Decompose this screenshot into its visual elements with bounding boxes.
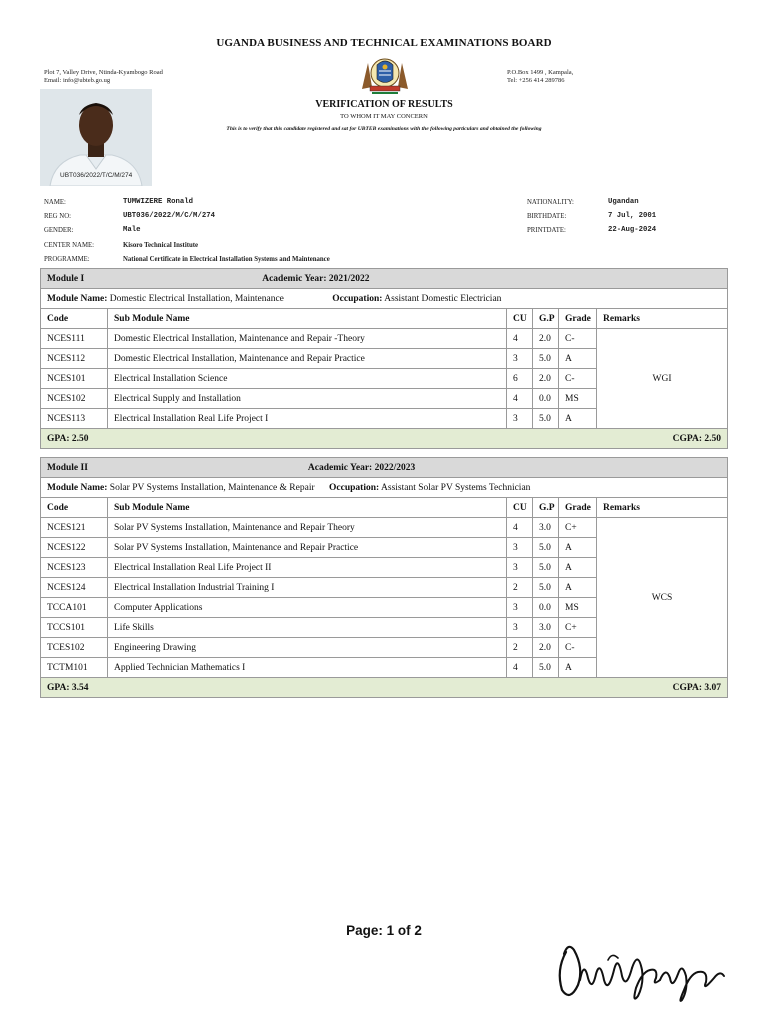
col-sub-module: Sub Module Name — [108, 498, 507, 518]
board-address-right — [507, 69, 573, 85]
grade-cell: A — [559, 578, 597, 598]
cu-cell: 3 — [507, 558, 533, 578]
code-cell: NCES112 — [41, 349, 108, 369]
sub-module-cell: Electrical Supply and Installation — [108, 389, 507, 409]
gender-label: GENDER: — [44, 227, 74, 234]
cu-cell: 2 — [507, 578, 533, 598]
cu-cell: 4 — [507, 389, 533, 409]
sub-module-cell: Electrical Installation Industrial Training I — [108, 578, 507, 598]
code-cell: NCES113 — [41, 409, 108, 429]
board-title: UGANDA BUSINESS AND TECHNICAL EXAMINATIONS BOARD — [216, 37, 552, 49]
cu-cell: 6 — [507, 369, 533, 389]
cu-cell: 3 — [507, 618, 533, 638]
module-title — [41, 269, 507, 289]
cu-cell: 2 — [507, 638, 533, 658]
candidate-center: Kisoro Technical Institute — [123, 242, 199, 249]
gp-cell: 2.0 — [533, 329, 559, 349]
occupation-label: Occupation: — [329, 482, 380, 493]
table-row — [41, 518, 728, 538]
module-name-cell — [41, 478, 728, 498]
cu-cell: 4 — [507, 518, 533, 538]
gp-cell: 5.0 — [533, 578, 559, 598]
birthdate-label: BIRTHDATE: — [527, 213, 567, 220]
gp-cell: 5.0 — [533, 558, 559, 578]
regno-label: REG NO: — [44, 213, 71, 220]
candidate-gender: Male — [123, 226, 141, 234]
table-row — [41, 329, 728, 349]
cu-cell: 3 — [507, 349, 533, 369]
center-label: CENTER NAME: — [44, 242, 95, 249]
col-gp: G.P — [533, 309, 559, 329]
grade-cell: C+ — [559, 518, 597, 538]
photo-caption: UBT036/2022/T/C/M/274 — [60, 172, 133, 179]
grade-cell: A — [559, 538, 597, 558]
col-remarks: Remarks — [597, 309, 728, 329]
sub-module-cell: Electrical Installation Real Life Project II — [108, 558, 507, 578]
col-grade: Grade — [559, 498, 597, 518]
sub-module-cell: Domestic Electrical Installation, Maintenance and Repair -Theory — [108, 329, 507, 349]
remarks-cell: WCS — [597, 518, 728, 678]
academic-year: Academic Year: 2022/2023 — [307, 462, 416, 473]
verification-note: This is to verify that this candidate registered and sat for UBTEB examinations with the following particulars and obtained the following — [226, 126, 542, 132]
cu-cell: 3 — [507, 409, 533, 429]
module-header-row — [41, 458, 728, 478]
col-remarks: Remarks — [597, 498, 728, 518]
cu-cell: 4 — [507, 658, 533, 678]
module-name-cell — [41, 289, 728, 309]
module-name-label: Module Name: — [47, 482, 108, 493]
candidate-birthdate: 7 Jul, 2001 — [608, 212, 657, 220]
grade-cell: C- — [559, 329, 597, 349]
gp-cell: 3.0 — [533, 518, 559, 538]
gp-cell: 5.0 — [533, 409, 559, 429]
cu-cell: 3 — [507, 538, 533, 558]
module-name: Domestic Electrical Installation, Maintenance — [109, 293, 284, 304]
programme-label: PROGRAMME: — [44, 256, 90, 263]
sub-module-cell: Computer Applications — [108, 598, 507, 618]
module-1-section — [40, 268, 727, 449]
candidate-regno: UBT036/2022/M/C/M/274 — [123, 212, 215, 220]
gp-cell: 5.0 — [533, 349, 559, 369]
printdate-label: PRINTDATE: — [527, 227, 566, 234]
sub-module-cell: Applied Technician Mathematics I — [108, 658, 507, 678]
gp-cell: 3.0 — [533, 618, 559, 638]
col-code: Code — [41, 309, 108, 329]
sub-module-cell: Domestic Electrical Installation, Maintenance and Repair Practice — [108, 349, 507, 369]
cgpa: CGPA: 2.50 — [533, 429, 728, 449]
remarks-cell: WGI — [597, 329, 728, 429]
tel-line: Tel: +256 414 289786 — [507, 77, 565, 84]
grade-cell: MS — [559, 598, 597, 618]
gp-cell: 0.0 — [533, 389, 559, 409]
sub-module-cell: Electrical Installation Real Life Project I — [108, 409, 507, 429]
grade-cell: A — [559, 558, 597, 578]
gp-cell: 5.0 — [533, 538, 559, 558]
occupation: Assistant Solar PV Systems Technician — [381, 482, 531, 493]
ubteb-crest-icon — [358, 53, 412, 95]
module-header-spacer — [507, 458, 728, 478]
pobox-line: P.O.Box 1499 , Kampala, — [507, 69, 574, 76]
name-label: NAME: — [44, 199, 66, 206]
code-cell: NCES101 — [41, 369, 108, 389]
grade-cell: MS — [559, 389, 597, 409]
code-cell: NCES111 — [41, 329, 108, 349]
grade-cell: C- — [559, 369, 597, 389]
module-name-row — [41, 289, 728, 309]
grade-cell: A — [559, 349, 597, 369]
col-grade: Grade — [559, 309, 597, 329]
module-2-table — [40, 457, 728, 698]
page-number: Page: 1 of 2 — [346, 923, 422, 938]
handwritten-signature-icon — [548, 930, 728, 1005]
sub-module-cell: Electrical Installation Science — [108, 369, 507, 389]
sub-module-cell: Engineering Drawing — [108, 638, 507, 658]
module-name-row — [41, 478, 728, 498]
code-cell: NCES124 — [41, 578, 108, 598]
candidate-name: TUMWIZERE Ronald — [123, 198, 194, 206]
code-cell: NCES122 — [41, 538, 108, 558]
email-line: Email: info@ubteb.go.ug — [44, 77, 111, 84]
cu-cell: 3 — [507, 598, 533, 618]
gp-cell: 2.0 — [533, 369, 559, 389]
module-1-table — [40, 268, 728, 449]
code-cell: NCES123 — [41, 558, 108, 578]
cu-cell: 4 — [507, 329, 533, 349]
module-label: Module II — [47, 462, 88, 473]
col-cu: CU — [507, 309, 533, 329]
sub-module-cell: Life Skills — [108, 618, 507, 638]
module-2-section — [40, 457, 727, 698]
grade-cell: C+ — [559, 618, 597, 638]
sub-module-cell: Solar PV Systems Installation, Maintenance and Repair Practice — [108, 538, 507, 558]
cgpa: CGPA: 3.07 — [533, 678, 728, 698]
gpa-row — [41, 429, 728, 449]
module-title — [41, 458, 507, 478]
gp-cell: 2.0 — [533, 638, 559, 658]
gpa: GPA: 3.54 — [41, 678, 533, 698]
col-sub-module: Sub Module Name — [108, 309, 507, 329]
column-header-row — [41, 498, 728, 518]
code-cell: NCES102 — [41, 389, 108, 409]
col-cu: CU — [507, 498, 533, 518]
nationality-label: NATIONALITY: — [527, 199, 574, 206]
code-cell: NCES121 — [41, 518, 108, 538]
occupation-label: Occupation: — [332, 293, 383, 304]
candidate-nationality: Ugandan — [608, 198, 639, 206]
gp-cell: 0.0 — [533, 598, 559, 618]
module-header-row — [41, 269, 728, 289]
code-cell: TCCA101 — [41, 598, 108, 618]
col-gp: G.P — [533, 498, 559, 518]
code-cell: TCES102 — [41, 638, 108, 658]
gpa-row — [41, 678, 728, 698]
grade-cell: A — [559, 409, 597, 429]
verification-subtitle: TO WHOM IT MAY CONCERN — [340, 113, 428, 120]
address-line: Plot 7, Valley Drive, Ntinda-Kyambogo Road — [44, 69, 163, 76]
grade-cell: A — [559, 658, 597, 678]
module-label: Module I — [47, 273, 85, 284]
academic-year: Academic Year: 2021/2022 — [262, 273, 370, 284]
candidate-programme: National Certificate in Electrical Installation Systems and Maintenance — [123, 256, 330, 263]
column-header-row — [41, 309, 728, 329]
module-name: Solar PV Systems Installation, Maintenance & Repair — [109, 482, 315, 493]
grade-cell: C- — [559, 638, 597, 658]
board-address-left — [44, 69, 163, 85]
sub-module-cell: Solar PV Systems Installation, Maintenance and Repair Theory — [108, 518, 507, 538]
module-header-spacer — [507, 269, 728, 289]
code-cell: TCCS101 — [41, 618, 108, 638]
gpa: GPA: 2.50 — [41, 429, 533, 449]
module-name-label: Module Name: — [47, 293, 108, 304]
print-date: 22-Aug-2024 — [608, 226, 657, 234]
gp-cell: 5.0 — [533, 658, 559, 678]
col-code: Code — [41, 498, 108, 518]
verification-title: VERIFICATION OF RESULTS — [315, 99, 453, 110]
occupation: Assistant Domestic Electrician — [384, 293, 502, 304]
code-cell: TCTM101 — [41, 658, 108, 678]
